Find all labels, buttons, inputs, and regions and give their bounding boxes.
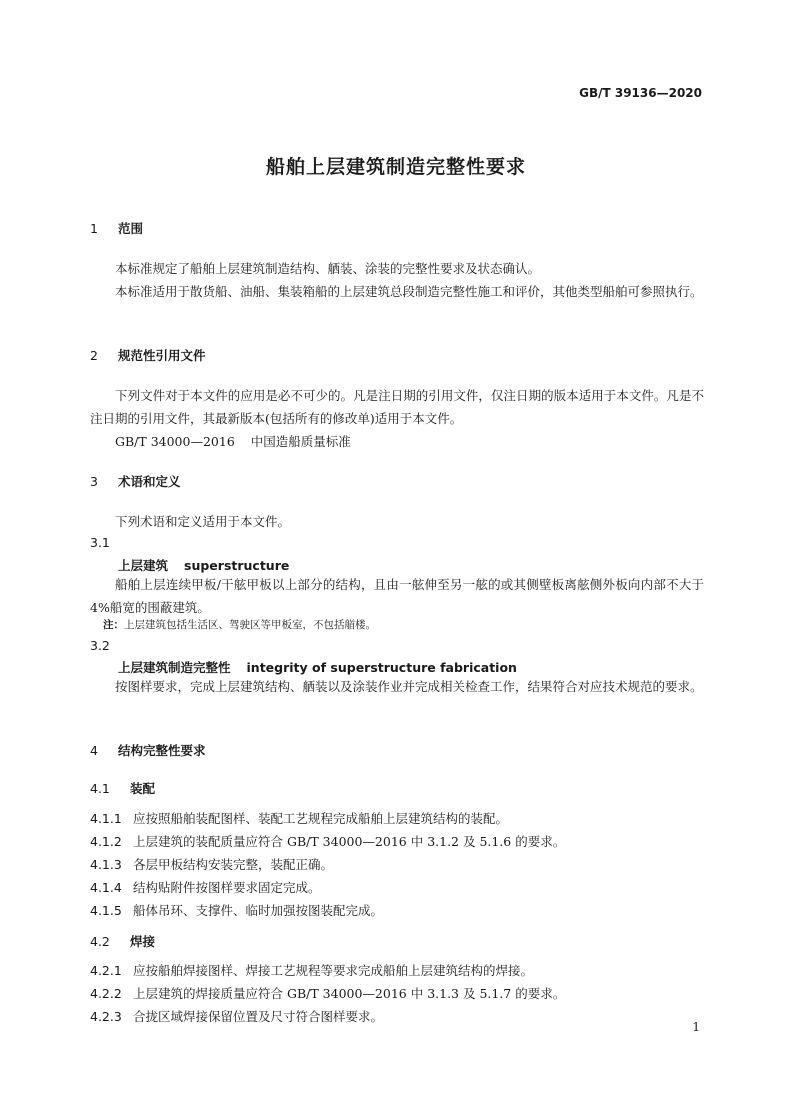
section-1-heading: [90, 219, 143, 237]
clause-text: 应按船舶焊接图样、焊接工艺规程等要求完成船舶上层建筑结构的焊接。: [133, 963, 534, 978]
term-entry: [118, 658, 517, 676]
term-entry: [118, 556, 289, 574]
clause-text: 上层建筑的焊接质量应符合 GB/T 34000—2016 中 3.1.3 及 5.1.7 的要求。: [133, 986, 566, 1001]
term-en: integrity of superstructure fabrication: [246, 660, 517, 675]
clause-text: 船体吊环、支撑件、临时加强按图装配完成。: [133, 903, 384, 918]
section-title: 规范性引用文件: [118, 348, 206, 363]
term-cn: 上层建筑: [118, 558, 169, 573]
clause-text: 结构贴附件按图样要求固定完成。: [133, 880, 321, 895]
reference-title: 中国造船质量标准: [250, 434, 351, 449]
section-2-heading: [90, 346, 206, 364]
section-title: 范围: [118, 221, 144, 236]
subsection-4-1-heading: [90, 779, 155, 797]
clause-text: 应按照船舶装配图样、装配工艺规程完成船舶上层建筑结构的装配。: [133, 811, 509, 826]
clause: [90, 832, 565, 850]
note-text: 上层建筑包括生活区、驾驶区等甲板室，不包括艏楼。: [124, 619, 376, 631]
clause: [90, 961, 533, 979]
clause-number: 4.2.1: [90, 963, 122, 978]
term-cn: 上层建筑制造完整性: [118, 660, 231, 675]
clause-number: 4.2.2: [90, 986, 122, 1001]
term-note: [103, 617, 376, 632]
clause-number: 4.2.3: [90, 1009, 122, 1024]
section-4-heading: [90, 741, 206, 759]
clause: [90, 1007, 383, 1025]
term-definition: 按图样要求，完成上层建筑结构、舾装以及涂装作业并完成相关检查工作，结果符合对应技术规范的要求。: [115, 679, 703, 694]
clause: [90, 855, 333, 873]
term-definition: 船舶上层连续甲板/干舷甲板以上部分的结构，且由一舷伸至另一舷的或其侧壁板离舷侧外板向内部不大于4%船宽的围蔽建筑。: [90, 577, 704, 615]
clause-number: 4.1.5: [90, 903, 122, 918]
clause-text: 各层甲板结构安装完整，装配正确。: [133, 857, 334, 872]
section-1-paragraph-1: 本标准规定了船舶上层建筑制造结构、舾装、涂装的完整性要求及状态确认。: [115, 261, 541, 276]
section-number: 3: [90, 474, 98, 489]
clause-text: 上层建筑的装配质量应符合 GB/T 34000—2016 中 3.1.2 及 5.1.6 的要求。: [133, 834, 566, 849]
section-number: 2: [90, 348, 98, 363]
clause: [90, 901, 383, 919]
subsection-number: 4.1: [90, 781, 110, 796]
document-title: 船舶上层建筑制造完整性要求: [265, 156, 526, 178]
page-number: 1: [692, 1020, 700, 1034]
term-number: 3.2: [90, 638, 110, 653]
section-title: 结构完整性要求: [118, 743, 206, 758]
section-title: 术语和定义: [118, 474, 181, 489]
subsection-number: 4.2: [90, 934, 110, 949]
term-en: superstructure: [184, 558, 290, 573]
section-number: 4: [90, 743, 98, 758]
clause-number: 4.1.4: [90, 880, 122, 895]
clause-text: 合拢区域焊接保留位置及尺寸符合图样要求。: [133, 1009, 384, 1024]
section-number: 1: [90, 221, 98, 236]
section-3-heading: [90, 472, 181, 490]
term-number: 3.1: [90, 535, 110, 550]
section-2-paragraph: 下列文件对于本文件的应用是必不可少的。凡是注日期的引用文件，仅注日期的版本适用于本文件。凡是不注日期的引用文件，其最新版本(包括所有的修改单)适用于本文件。: [90, 388, 704, 426]
clause-number: 4.1.1: [90, 811, 122, 826]
normative-reference: [115, 432, 351, 450]
section-1-paragraph-2: 本标准适用于散货船、油船、集装箱船的上层建筑总段制造完整性施工和评价，其他类型船舶可参照执行。: [115, 284, 703, 299]
section-3-intro: 下列术语和定义适用于本文件。: [115, 514, 291, 529]
clause: [90, 878, 321, 896]
clause: [90, 984, 565, 1002]
clause: [90, 809, 508, 827]
subsection-title: 焊接: [130, 934, 156, 949]
standard-id: GB/T 39136—2020: [579, 86, 702, 100]
clause-number: 4.1.3: [90, 857, 122, 872]
subsection-4-2-heading: [90, 932, 155, 950]
subsection-title: 装配: [130, 781, 156, 796]
clause-number: 4.1.2: [90, 834, 122, 849]
note-label: 注：: [103, 619, 124, 631]
reference-code: GB/T 34000—2016: [115, 434, 235, 449]
